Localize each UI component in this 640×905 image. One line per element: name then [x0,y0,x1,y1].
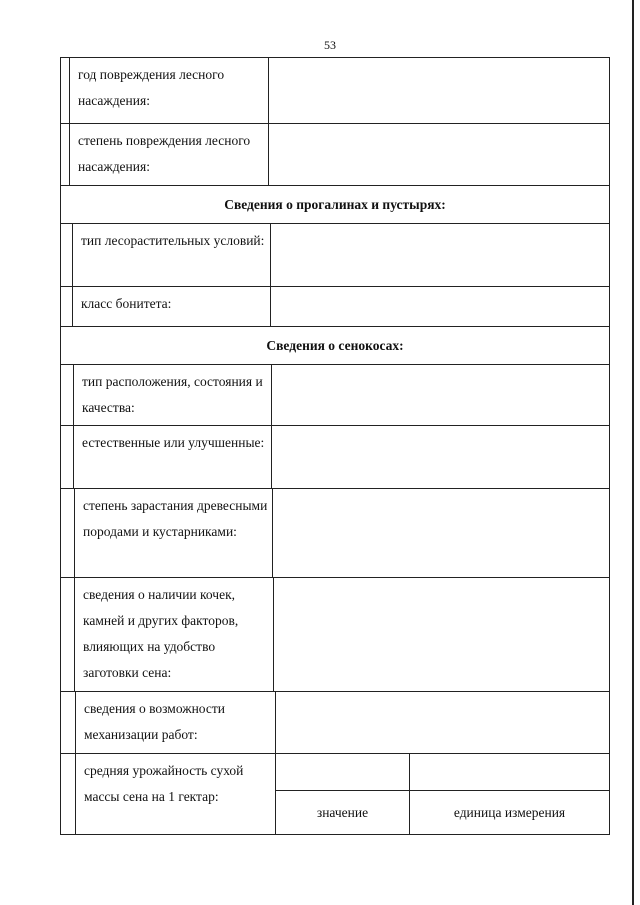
section-heading: Сведения о сенокосах: [60,326,610,364]
table-row-yield [60,753,610,835]
row-label: средняя урожайность сухой массы сена на 1 гектар: [76,754,276,834]
form-table [60,57,610,835]
table-row [60,425,610,488]
value-field[interactable] [272,426,609,488]
row-label: степень повреждения лесного насаждения: [70,124,269,185]
value-field[interactable] [272,365,609,425]
value-field[interactable] [271,287,609,326]
value-field[interactable] [273,489,609,577]
table-row [60,577,610,691]
yield-unit-caption: единица измерения [453,804,566,820]
table-row [60,57,610,123]
table-row [60,691,610,753]
yield-value-caption: значение [276,791,410,834]
page-edge-line [632,0,634,905]
row-label: естественные или улучшенные: [74,426,272,488]
row-label: класс бонитета: [73,287,271,326]
value-field[interactable] [269,58,609,123]
table-row [60,123,610,185]
row-label: тип расположения, состояния и качества: [74,365,272,425]
value-field[interactable] [269,124,609,185]
row-label: год повреждения лесного насаждения: [70,58,269,123]
yield-value-group [276,754,609,834]
row-label: степень зарастания древесными породами и кустарниками: [75,489,273,577]
yield-unit-field[interactable] [410,754,609,790]
row-label: сведения о возможности механизации работ: [76,692,276,753]
section-heading: Сведения о прогалинах и пустырях: [60,185,610,223]
table-row [60,286,610,326]
value-field[interactable] [274,578,609,691]
table-row [60,223,610,286]
row-label: сведения о наличии кочек, камней и других факторов, влияющих на удобство заготовки сена: [75,578,274,691]
row-label: тип лесорастительных условий: [73,224,271,286]
page-number: 53 [324,38,336,52]
table-row [60,364,610,425]
table-row [60,488,610,577]
yield-value-field[interactable] [276,754,410,790]
value-field[interactable] [276,692,609,753]
value-field[interactable] [271,224,609,286]
